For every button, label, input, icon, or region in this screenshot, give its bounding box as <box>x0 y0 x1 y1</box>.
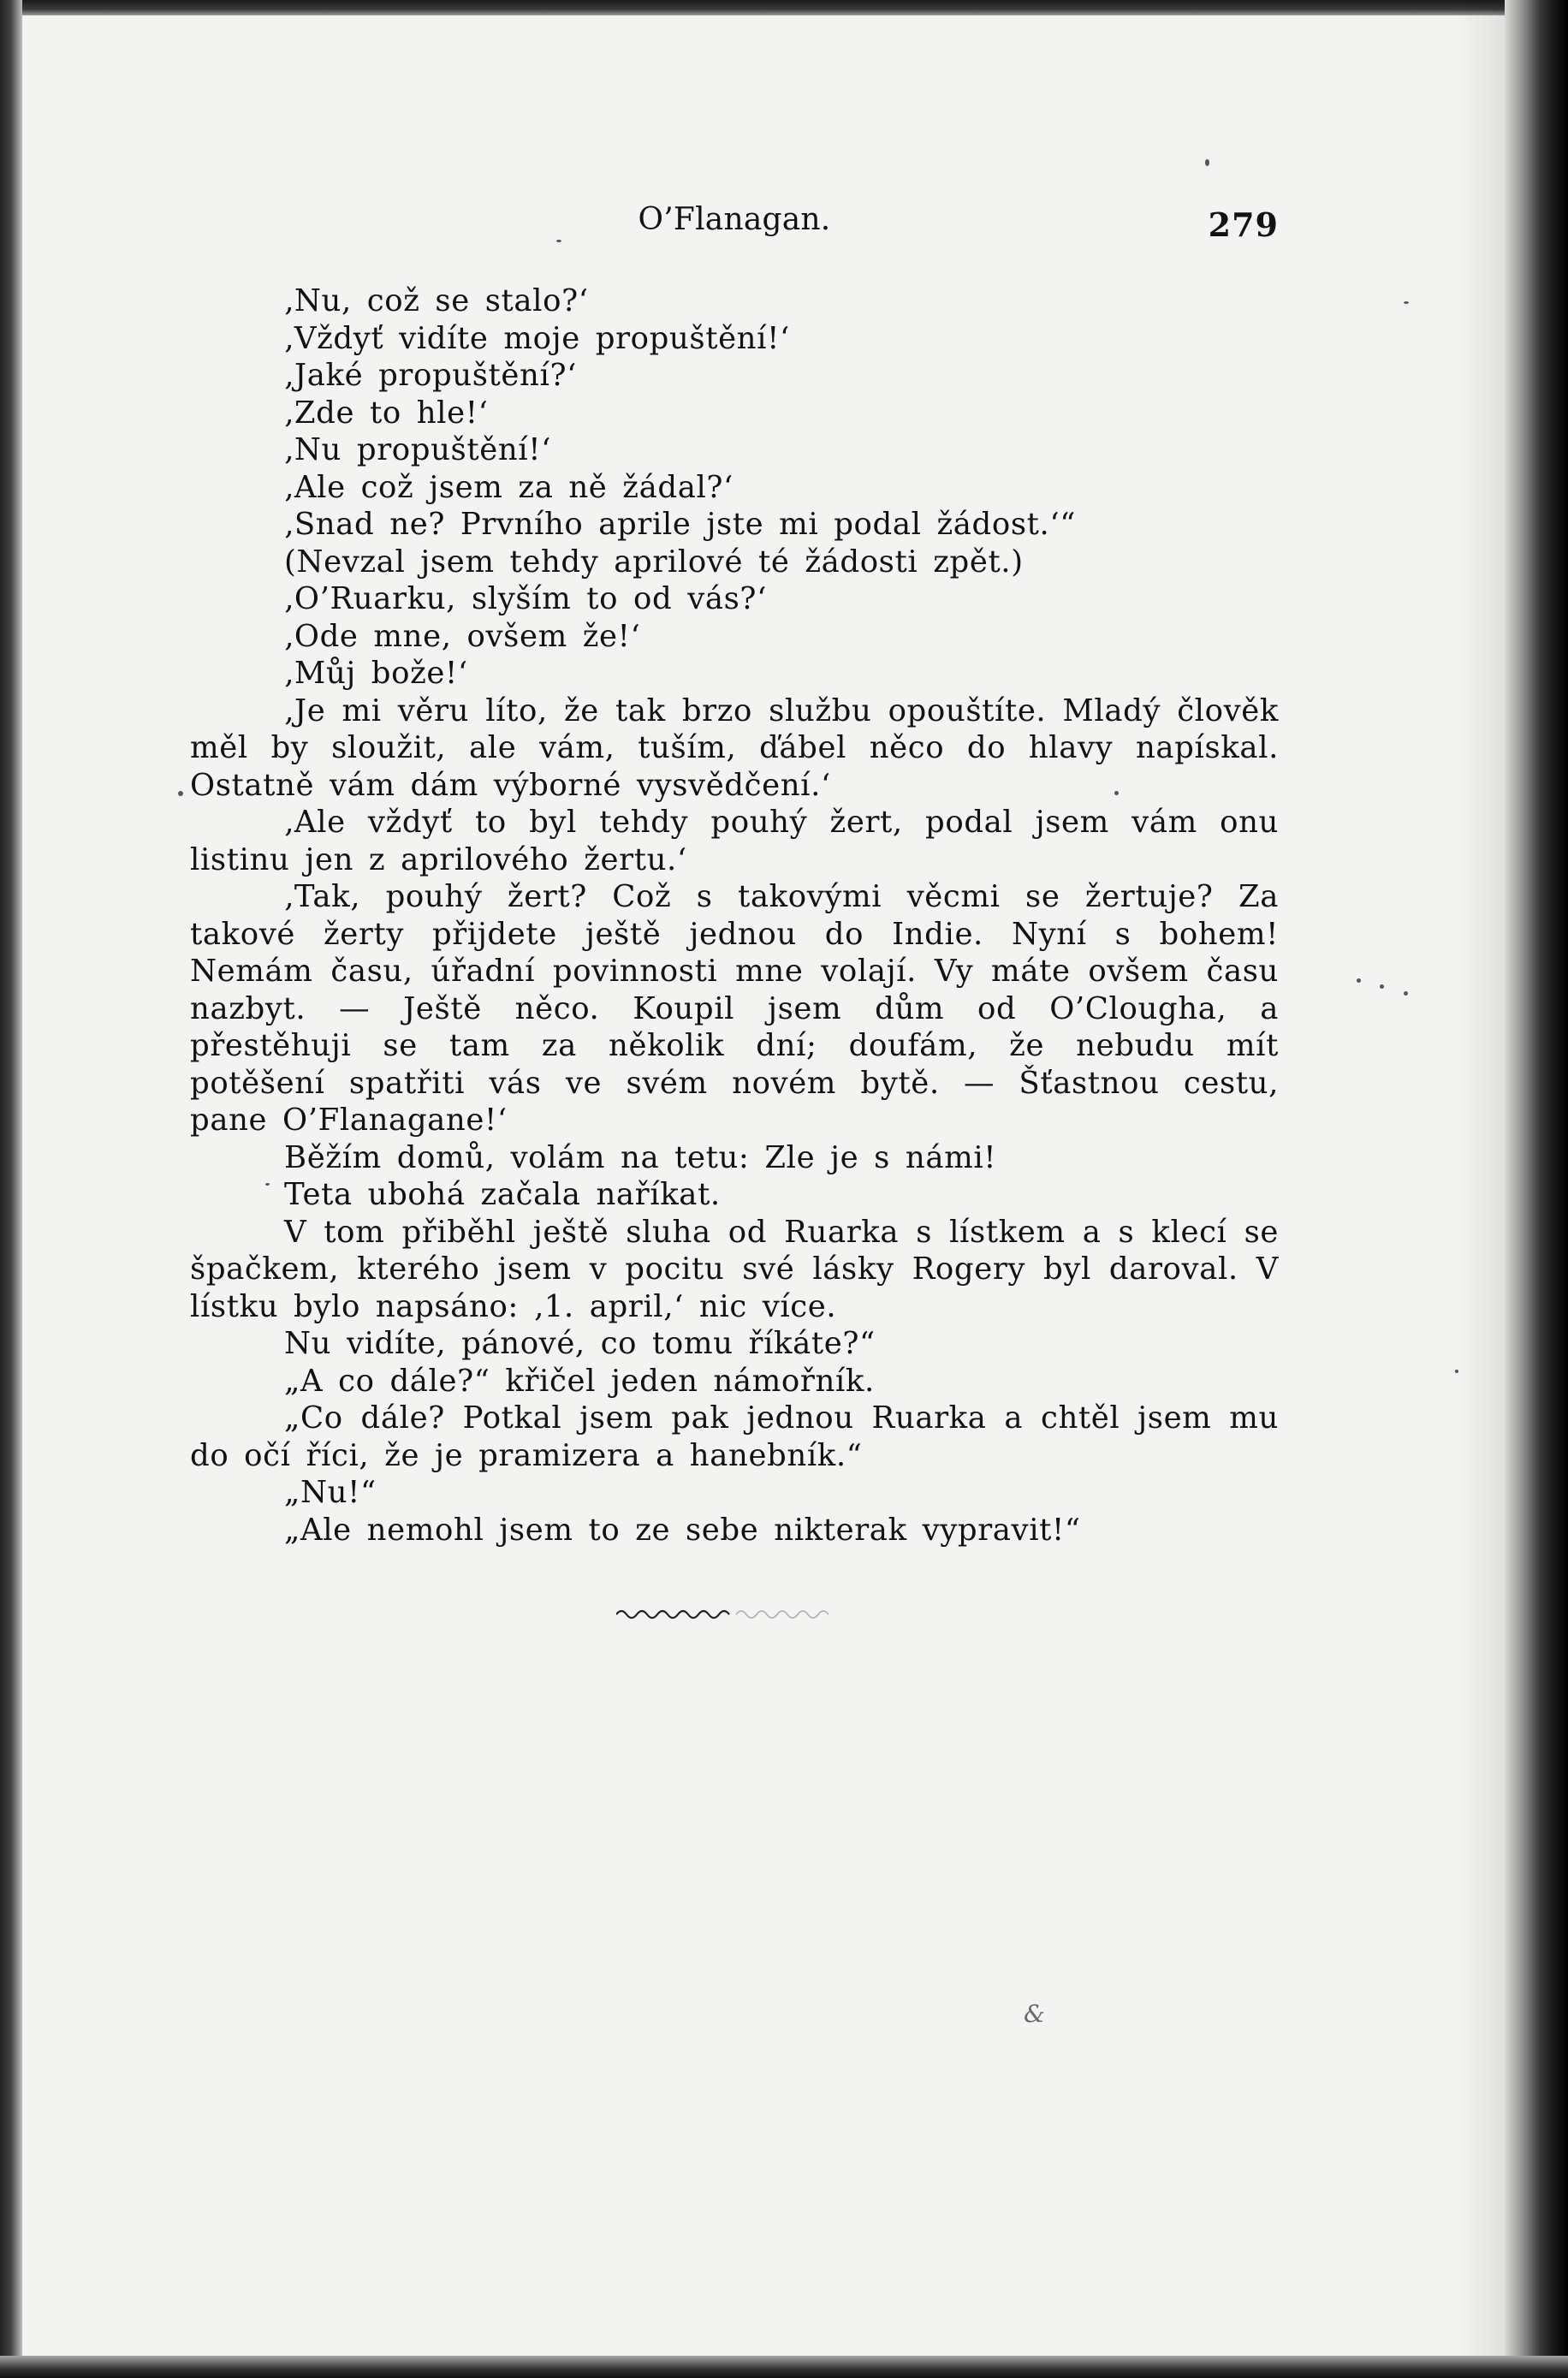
paragraph: „Co dále? Potkal jsem pak jednou Ruarka a chtěl jsem mu do očí říci, že je pramizera a hanebník.“ <box>190 1400 1279 1473</box>
paragraph: ‚Vždyť vidíte moje propuštění!‘ <box>284 320 790 356</box>
scan-border-top <box>0 0 1568 15</box>
page-header <box>190 199 1279 250</box>
paragraph: V tom přiběhl ještě sluha od Ruarka s lístkem a s klecí se špačkem, kterého jsem v pocitu své lásky Rogery byl daroval. V lístku bylo napsáno: ‚1. april,‘ nic více. <box>190 1214 1279 1324</box>
scan-border-left <box>0 0 22 2378</box>
paragraph: Běžím domů, volám na tetu: Zle je s námi! <box>284 1139 997 1175</box>
paragraph: „Ale nemohl jsem to ze sebe nikterak vypravit!“ <box>284 1512 1081 1548</box>
page-edge-shadow <box>1455 0 1506 2378</box>
paragraph: Teta ubohá začala naříkat. <box>284 1177 721 1212</box>
paragraph: „A co dále?“ křičel jeden námořník. <box>284 1363 875 1399</box>
scan-speck <box>178 791 183 796</box>
scan-speck <box>1357 978 1361 983</box>
paragraph: ‚Snad ne? Prvního aprile jste mi podal žádost.‘“ <box>284 507 1077 542</box>
paragraph: ‚Můj bože!‘ <box>284 656 468 691</box>
scan-speck <box>1380 984 1384 989</box>
scan-border-right <box>1505 0 1568 2378</box>
paragraph: (Nevzal jsem tehdy aprilové té žádosti zpět.) <box>284 544 1024 580</box>
paragraph: ‚Ale což jsem za ně žádal?‘ <box>284 469 734 505</box>
running-title: O’Flanagan. <box>638 202 831 237</box>
body-text <box>190 282 1279 1549</box>
paragraph: ‚Nu propuštění!‘ <box>284 432 552 467</box>
page-number: 279 <box>1208 205 1279 244</box>
paragraph: ‚Zde to hle!‘ <box>284 395 489 431</box>
paragraph: ‚O’Ruarku, slyším to od vás?‘ <box>284 581 767 616</box>
paragraph: ‚Ale vždyť to byl tehdy pouhý žert, podal jsem vám onu listinu jen z aprilového žertu.‘ <box>190 805 1279 877</box>
paragraph: ‚Jaké propuštění?‘ <box>284 358 577 393</box>
paragraph: ‚Ode mne, ovšem že!‘ <box>284 618 641 654</box>
scan-speck <box>1455 1370 1458 1373</box>
page-content <box>190 199 1279 1549</box>
scan-speck <box>1205 159 1209 166</box>
pencil-mark: & <box>1024 2000 1045 2028</box>
paragraph: ‚Je mi věru líto, že tak brzo službu opouštíte. Mladý člověk měl by sloužit, ale vám, tuším, ďábel něco do hlavy napískal. Ostatně vám dám výborné vysvědčení.‘ <box>190 693 1279 803</box>
paragraph: ‚Nu, což se stalo?‘ <box>284 283 589 318</box>
scan-border-bottom <box>0 2356 1568 2378</box>
scan-speck <box>1404 301 1409 304</box>
paragraph: „Nu!“ <box>284 1475 377 1510</box>
end-ornament <box>616 1602 839 1623</box>
scan-speck <box>1404 991 1408 996</box>
paragraph: ‚Tak, pouhý žert? Což s takovými věcmi se žertuje? Za takové žerty přijdete ještě jednou do Indie. Nyní s bohem! Nemám času, úřadní povinnosti mne volají. Vy máte ovšem času nazbyt. — Ještě něco. Koupil jsem dům od O’Clougha, a přestěhuji se tam za několik dní; doufám, že nebudu mít potěšení spatřiti vás ve svém novém bytě. — Šťastnou cestu, pane O’Flanagane!‘ <box>190 879 1279 1138</box>
paragraph: Nu vidíte, pánové, co tomu říkáte?“ <box>284 1326 876 1361</box>
